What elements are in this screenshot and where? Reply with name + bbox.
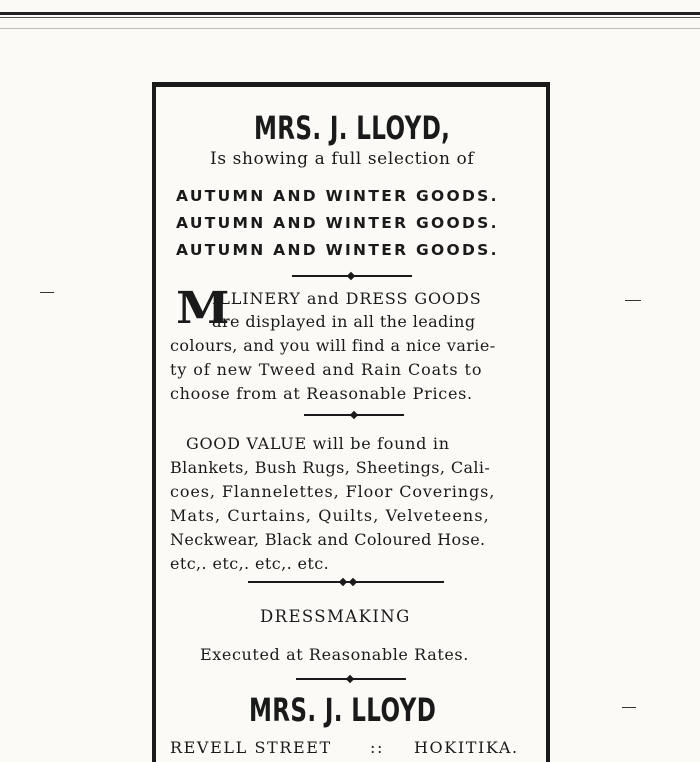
page-top-rule-thin [0,17,700,18]
divider-diamond [339,578,347,586]
divider-diamond [349,578,357,586]
footer-town: HOKITIKA. [414,738,519,757]
millinery-line: ILLINERY and DRESS GOODS [212,289,482,308]
print-speck [625,300,641,301]
footer-advertiser: MRS. J. LLOYD [249,691,437,729]
good-value-line: Mats, Curtains, Quilts, Velveteens, [170,506,490,525]
millinery-line: colours, and you will find a nice varie- [170,336,496,355]
good-value-line: etc,. etc,. etc,. etc. [170,554,330,573]
good-value-line: GOOD VALUE will be found in [186,434,450,453]
autumn-line: AUTUMN AND WINTER GOODS. [176,241,499,259]
divider-diamond [350,411,358,419]
good-value-line: coes, Flannelettes, Floor Coverings, [170,482,496,501]
good-value-line: Blankets, Bush Rugs, Sheetings, Cali- [170,458,491,477]
page-top-rule [0,12,700,15]
footer-street: REVELL STREET [170,738,332,757]
print-speck [622,707,636,708]
dressmaking-heading: DRESSMAKING [260,607,411,626]
intro-line: Is showing a full selection of [210,149,475,169]
autumn-line: AUTUMN AND WINTER GOODS. [176,187,499,205]
drop-cap: M [176,283,230,334]
page-top-rule-faint [0,28,700,29]
footer-separator: :: [370,738,384,757]
millinery-line: ty of new Tweed and Rain Coats to [170,360,483,379]
advertisement-box [152,82,550,762]
good-value-line: Neckwear, Black and Coloured Hose. [170,530,486,549]
print-speck [40,292,54,293]
dressmaking-subline: Executed at Reasonable Rates. [200,645,469,664]
millinery-line: choose from at Reasonable Prices. [170,384,473,403]
divider-diamond [346,675,354,683]
divider-diamond [347,272,355,280]
millinery-line: are displayed in all the leading [212,312,476,331]
autumn-line: AUTUMN AND WINTER GOODS. [176,214,499,232]
advertiser-headline: MRS. J. LLOYD, [254,109,451,147]
